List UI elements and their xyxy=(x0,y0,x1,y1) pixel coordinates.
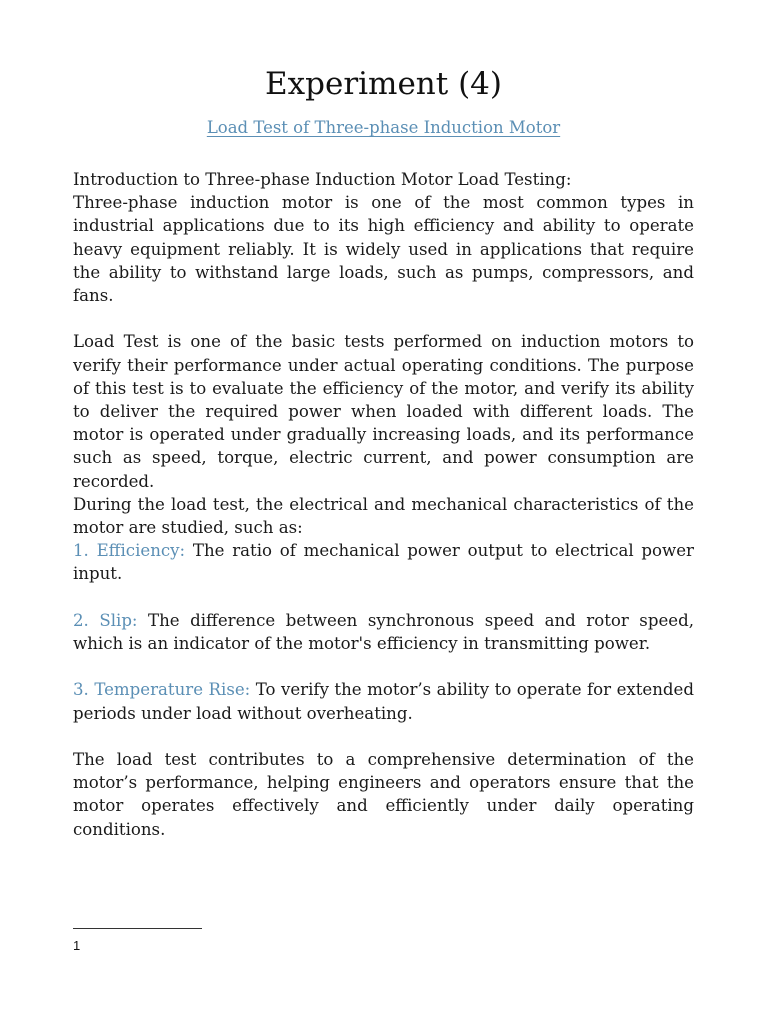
term-temperature-rise: 3. Temperature Rise: xyxy=(73,680,251,700)
paragraph-gap xyxy=(73,725,694,748)
subtitle-link[interactable]: Load Test of Three-phase Induction Motor xyxy=(206,118,561,137)
definition-slip: The difference between synchronous speed and rotor speed, which is an indicator of the motor's efficiency in transmitting power. xyxy=(73,610,694,654)
definition-temperature-rise: To verify the motor’s ability to operate for extended periods under load without overheating. xyxy=(73,680,694,723)
list-item-efficiency xyxy=(73,539,694,585)
page-title: Experiment (4) xyxy=(265,66,502,102)
intro-paragraph: Three-phase induction motor is one of the most common types in industrial applications due to its high efficiency and ability to operate heavy equipment reliably. It is widely used in applications that require the ability to withstand large loads, such as pumps, compressors, and fans. xyxy=(73,193,694,306)
footnote-number: 1 xyxy=(73,938,81,953)
paragraph-gap xyxy=(73,307,694,330)
document-body xyxy=(73,168,694,841)
intro-heading: Introduction to Three-phase Induction Motor Load Testing: xyxy=(73,170,572,189)
footnote-divider xyxy=(73,928,202,929)
definition-efficiency: The ratio of mechanical power output to electrical power input. xyxy=(73,541,694,584)
load-test-paragraph: Load Test is one of the basic tests performed on induction motors to verify their performance under actual operating conditions. The purpose of this test is to evaluate the efficiency of the motor, and verify its ability to deliver the required power when loaded with different loads. The motor is operated under gradually increasing loads, and its performance such as speed, torque, electric current, and power consumption are recorded. xyxy=(73,332,694,491)
list-item-temperature-rise xyxy=(73,678,694,724)
term-slip: 2. Slip: xyxy=(73,610,138,630)
paragraph-gap xyxy=(73,586,694,609)
characteristics-intro: During the load test, the electrical and mechanical characteristics of the motor are studied, such as: xyxy=(73,494,694,538)
conclusion-paragraph: The load test contributes to a comprehensive determination of the motor’s performance, helping engineers and operators ensure that the motor operates effectively and efficiently under daily operating conditions. xyxy=(73,750,694,839)
list-item-slip xyxy=(73,609,694,655)
paragraph-gap xyxy=(73,655,694,678)
term-efficiency: 1. Efficiency: xyxy=(73,541,186,561)
